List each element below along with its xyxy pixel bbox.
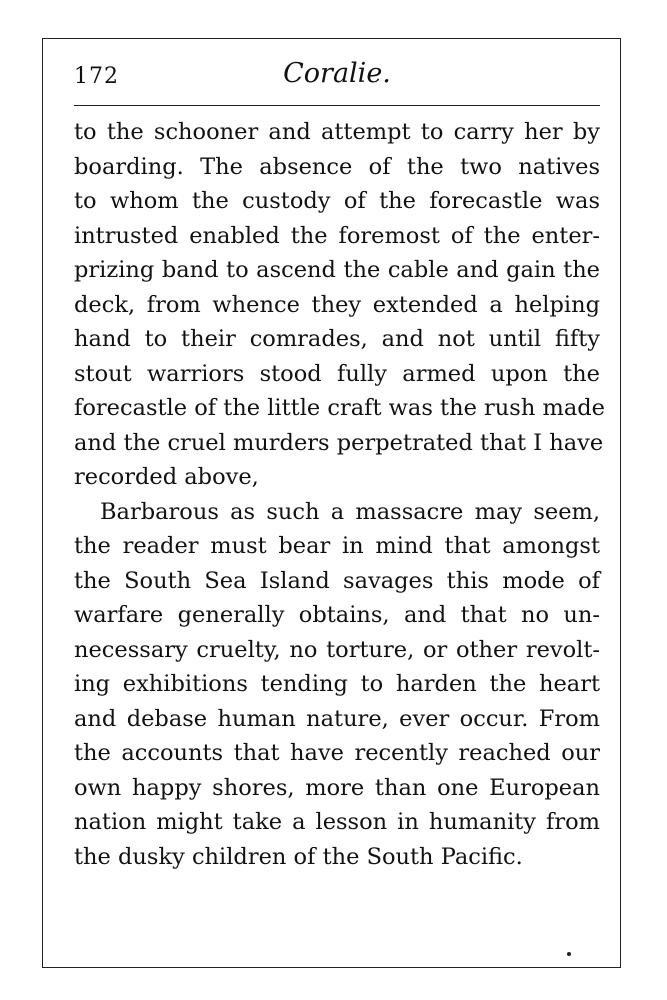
text-line: the South Sea Island savages this mode of (74, 567, 600, 594)
text-line: the accounts that have recently reached our (74, 740, 600, 766)
text-line: nation might take a lesson in humanity from (74, 809, 600, 835)
text-line: hand to their comrades, and not until fifty (74, 326, 600, 352)
text-line: Barbarous as such a massacre may seem, (100, 498, 600, 525)
body-text (74, 115, 605, 874)
header-rule (74, 105, 600, 106)
text-line: necessary cruelty, no torture, or other revolt- (74, 636, 600, 663)
text-line: the dusky children of the South Pacific. (74, 843, 523, 870)
text-line: boarding. The absence of the two natives (74, 153, 600, 180)
text-line: the reader must bear in mind that amongst (74, 533, 600, 559)
text-line: ing exhibitions tending to harden the heart (74, 671, 600, 697)
text-line: deck, from whence they extended a helping (74, 291, 600, 318)
text-line: and the cruel murders perpetrated that I have (74, 429, 604, 456)
text-line: warfare generally obtains, and that no un- (74, 602, 600, 628)
text-line: forecastle of the little craft was the rush made (74, 395, 605, 421)
text-line: and debase human nature, ever occur. From (74, 705, 600, 732)
text-line: prizing band to ascend the cable and gain the (74, 257, 600, 283)
text-line: intrusted enabled the foremost of the enter- (74, 222, 600, 249)
text-line: to the schooner and attempt to carry her by (74, 119, 600, 145)
running-title: Coralie. (283, 58, 391, 89)
text-line: own happy shores, more than one European (74, 774, 600, 801)
paragraph-1 (74, 115, 605, 495)
text-line: recorded above, (74, 464, 259, 490)
paragraph-2 (74, 495, 600, 875)
text-line: to whom the custody of the forecastle was (74, 188, 600, 214)
text-line: stout warriors stood fully armed upon the (74, 360, 600, 387)
running-head (74, 54, 600, 102)
ink-speck (567, 952, 571, 956)
page-number: 172 (74, 64, 119, 89)
